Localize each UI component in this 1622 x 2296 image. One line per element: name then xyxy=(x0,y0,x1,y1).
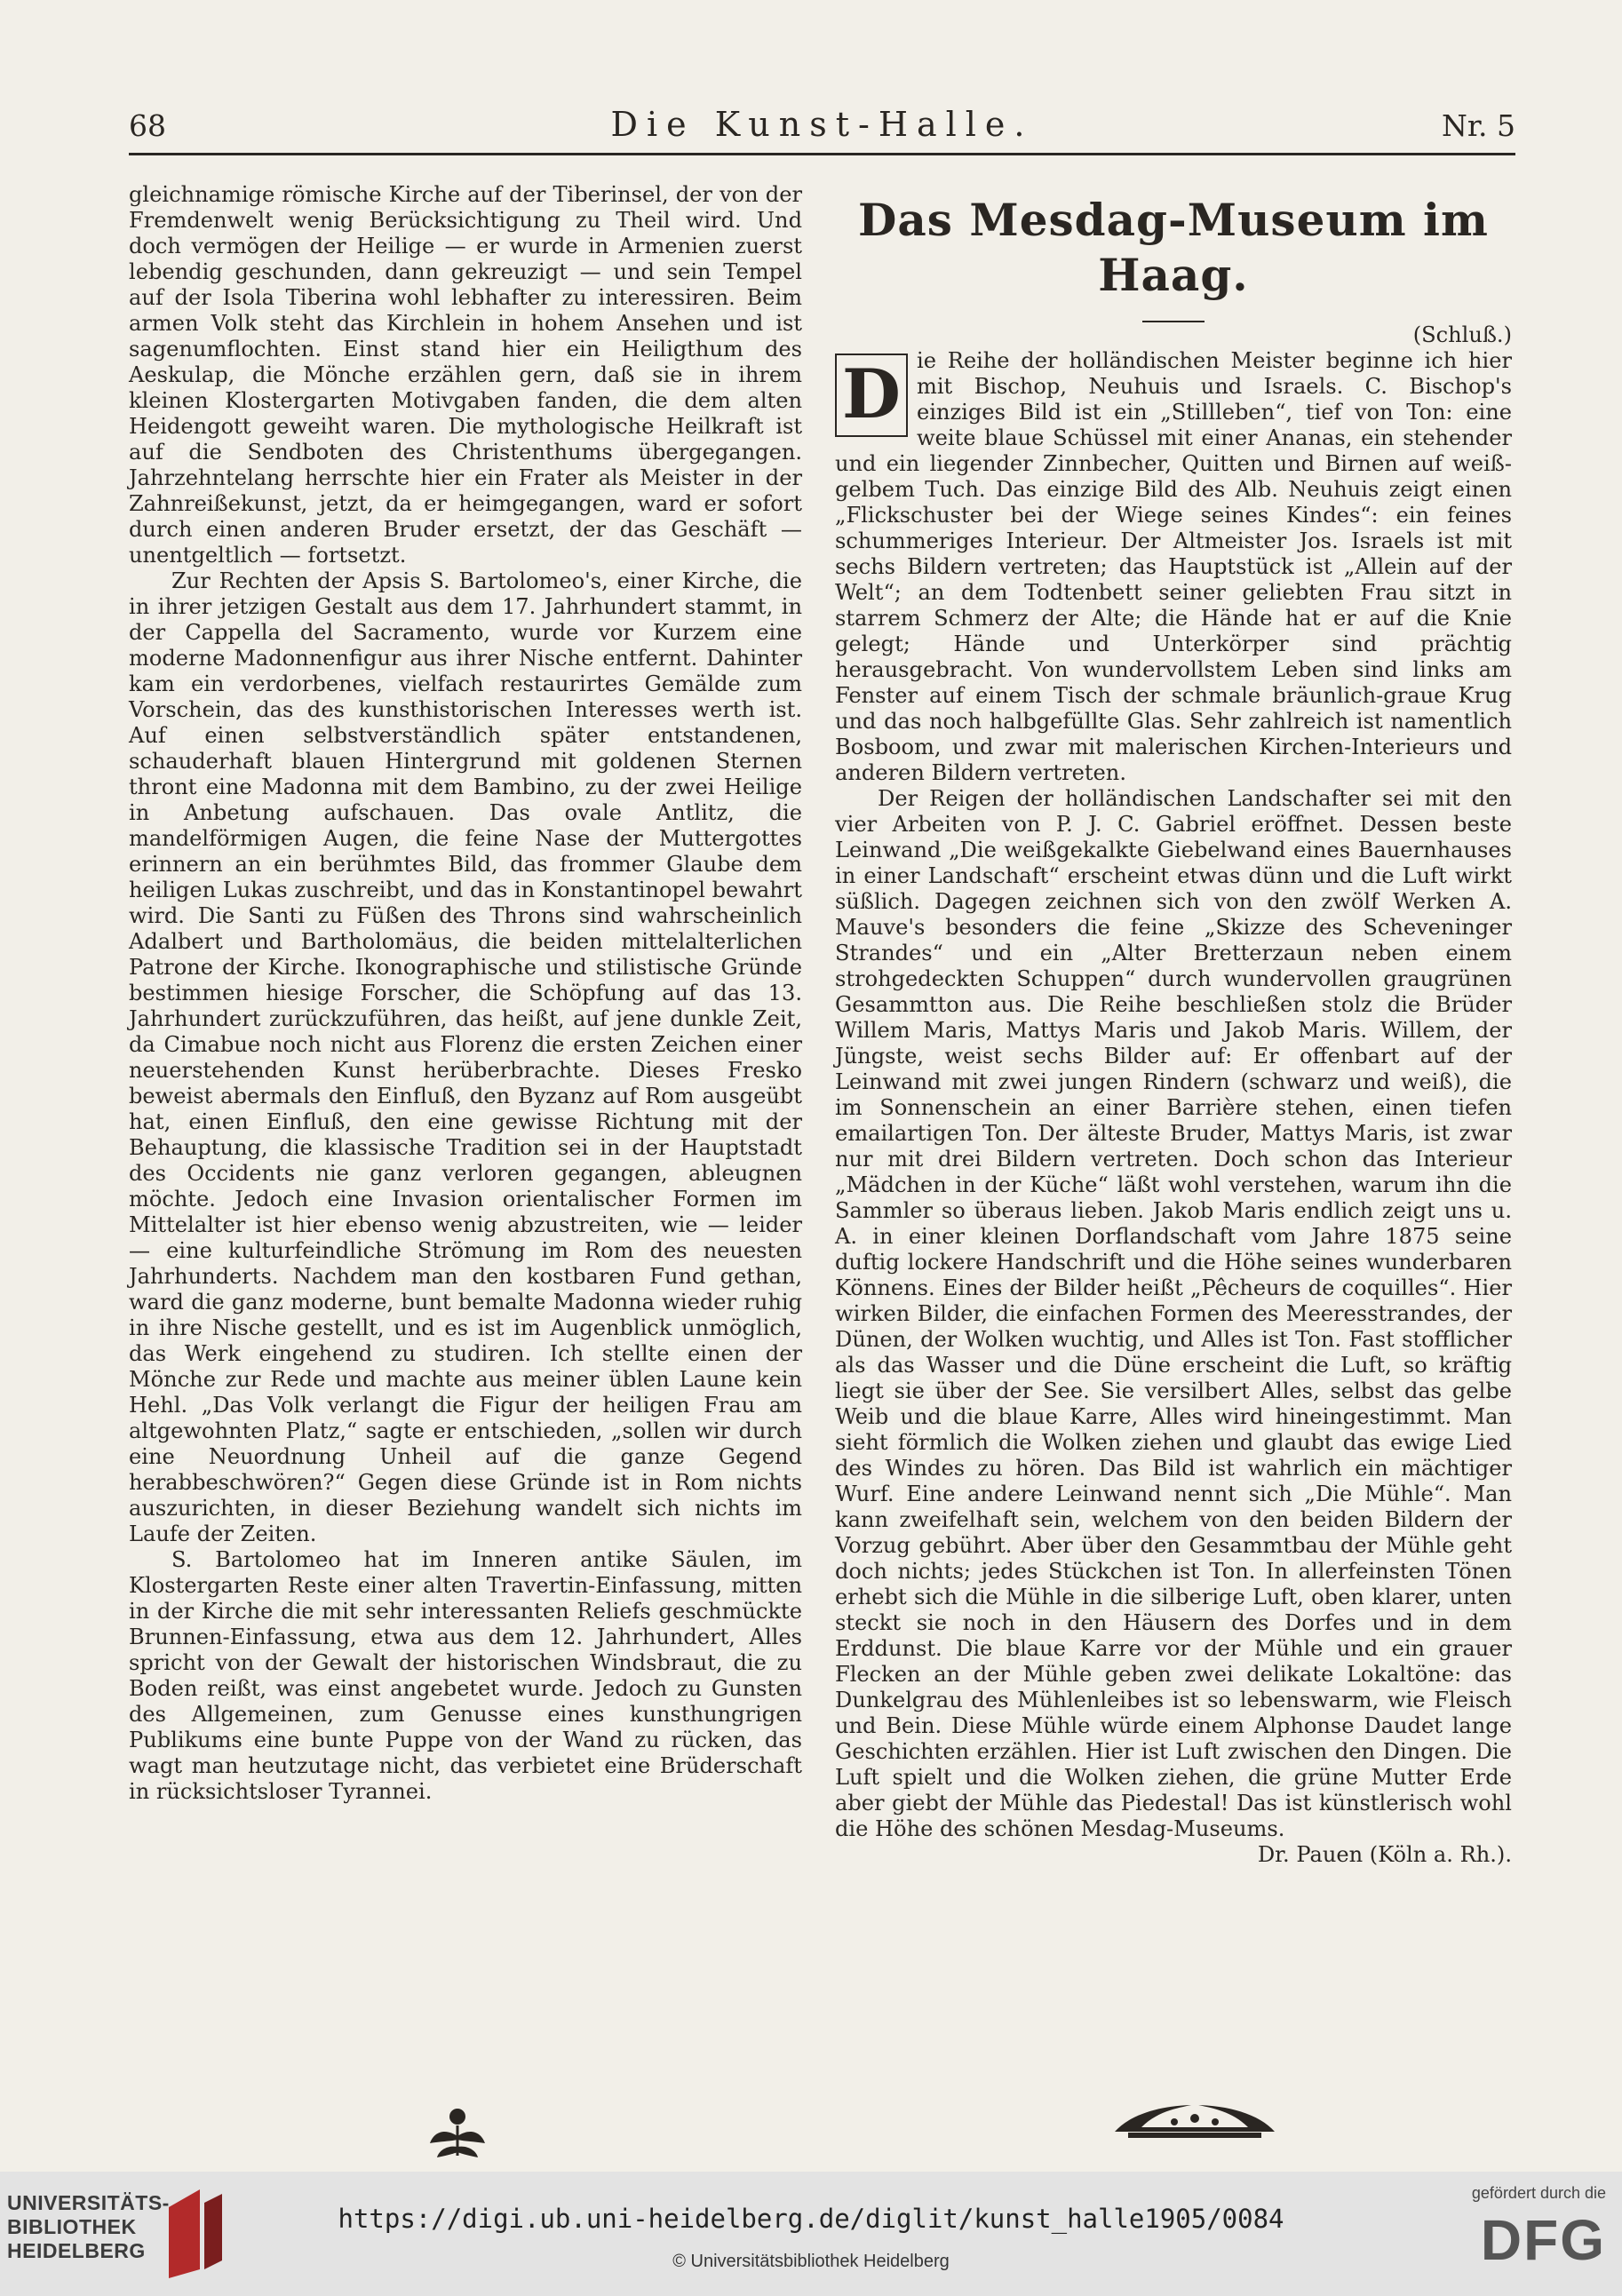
page-number: 68 xyxy=(129,108,166,143)
permalink-url[interactable]: https://digi.ub.uni-heidelberg.de/diglit/kunst_halle1905/0084 xyxy=(338,2204,1284,2234)
copyright-note: © Universitätsbibliothek Heidelberg xyxy=(672,2252,950,2271)
right-paragraph-1-text: ie Reihe der holländischen Meister beginne ich hier mit Bischop, Neuhuis und Israels. C. Bischop's einziges Bild ist ein „Stillleben“, tief von Ton: eine weite blaue Schüssel mit einer Ananas, ein stehender und ein liegender Zinnbecher, Quitten und Birnen auf weiß-gelbem Tuch. Das einzige Bild des Alb. Neuhuis zeigt einen „Flickschuster bei der Wiege seines Kindes“: ein feines schummeriges Interieur. Der Altmeister Jos. Israels ist mit sechs Bildern vertreten; das Hauptstück ist „Allein auf der Welt“; an dem Todtenbett seiner geliebten Frau sitzt in starrem Schmerz der Alte; die Hände hat er auf die Knie gelegt; Hände und Unterkörper sind prächtig herausgebracht. Von wundervollstem Leben sind links am Fenster auf einem Tisch der schmale bräunlich-graue Krug und das noch halbgefüllte Glas. Sehr zahlreich ist namentlich Bosboom, und zwar mit malerischen Kirchen-Interieurs und anderen Bildern vertreten. xyxy=(835,348,1512,785)
journal-title: Die Kunst-Halle. xyxy=(610,105,1034,144)
issue-number: Nr. 5 xyxy=(1442,108,1515,143)
left-paragraph-2: Zur Rechten der Apsis S. Bartolomeo's, einer Kirche, die in ihrer jetzigen Gestalt aus dem 17. Jahrhundert stammt, in der Cappella del Sacramento, wurde vor Kurzem eine moderne Madonnenfigur aus ihrer Nische entfernt. Dahinter kam ein verdorbenes, vielfach restaurirtes Gemälde zum Vorschein, das des kunsthistorischen Interesses werth ist. Auf einen selbstverständlich später entstandenen, schauderhaft blauen Hintergrund mit goldenen Sternen thront eine Madonna mit dem Bambino, zu der zwei Heilige in Anbetung aufschauen. Das ovale Antlitz, die mandelförmigen Augen, die feine Nase der Muttergottes erinnern an ein berühmtes Bild, das frommer Glaube dem heiligen Lukas zuschreibt, und das in Konstantinopel bewahrt wird. Die Santi zu Füßen des Throns sind wahrscheinlich Adalbert und Bartholomäus, die beiden mittelalterlichen Patrone der Kirche. Ikonographische und stilistische Gründe bestimmen hiesige Forscher, die Schöpfung auf das 13. Jahrhundert zurückzuführen, das heißt, auf jene dunkle Zeit, da Cimabue noch nicht aus Florenz die ersten Zeichen einer neuerstehenden Kunst herüberbrachte. Dieses Fresko beweist abermals den Einfluß, den Byzanz auf Rom ausgeübt hat, einen Einfluß, den eine gewisse Richtung mit der Behauptung, die klassische Tradition sei in der Hauptstadt des Occidents nie ganz verloren gegangen, ableugnen möchte. Jedoch eine Invasion orientalischer Formen im Mittelalter ist hier ebenso wenig abzustreiten, wie — leider — eine kulturfeindliche Strömung im Rom des neuesten Jahrhunderts. Nachdem man den kostbaren Fund gethan, ward die ganz moderne, bunt bemalte Madonna wieder ruhig in ihre Nische gestellt, und es ist im Augenblick unmöglich, das Werk eingehend zu studiren. Ich stellte einen der Mönche zur Rede und machte aus meiner üblen Laune kein Hehl. „Das Volk verlangt die Figur der heiligen Frau am altgewohnten Platz,“ sagte er entschieden, „sollen wir durch eine Neuordnung Unheil auf die ganze Gegend herabbeschwören?“ Gegen diese Gründe ist in Rom nichts auszurichten, in dieser Beziehung wandelt sich nichts im Laufe der Zeiten. xyxy=(129,568,802,1546)
drop-cap: D xyxy=(835,354,908,437)
right-paragraph-2: Der Reigen der holländischen Landschafter sei mit den vier Arbeiten von P. J. C. Gabriel eröffnet. Dessen beste Leinwand „Die weißgekalkte Giebelwand eines Bauernhauses in einer Landschaft“ erscheint etwas dünn und die Luft wirkt süßlich. Dagegen zeichnen sich von den zwölf Werken A. Mauve's besonders die feine „Skizze des Scheveninger Strandes“ und ein „Alter Bretterzaun neben einem strohgedeckten Schuppen“ durch wundervollen graugrünen Gesammtton aus. Die Reihe beschließen stolz die Brüder Willem Maris, Mattys Maris und Jakob Maris. Willem, der Jüngste, weist sechs Bilder auf: Er offenbart auf der Leinwand mit zwei jungen Rindern (schwarz und weiß), die im Sonnenschein an einer Barrière stehen, einen tiefen emailartigen Ton. Der älteste Bruder, Mattys Maris, ist zwar nur mit drei Bildern vertreten. Doch schon das Interieur „Mädchen in der Küche“ läßt wohl verstehen, warum ihn die Sammler so überaus lieben. Jakob Maris endlich zeigt uns u. A. in einer kleinen Dorflandschaft vom Jahre 1875 seine duftig lockere Handschrift und die Höhe seines wunderbaren Könnens. Eines der Bilder heißt „Pêcheurs de coquilles“. Hier wirken Bilder, die einfachen Formen des Meeresstrandes, der Dünen, der Wolken wuchtig, und Alles ist Ton. Fast stofflicher als das Wasser und die Düne erscheint die Luft, so kräftig liegt sie über der See. Sie versilbert Alles, selbst das gelbe Weib und die blaue Karre, Alles wird hineingestimmt. Man sieht förmlich die Wolken ziehen und glaubt das ewige Lied des Windes zu hören. Das Bild ist wahrlich ein mächtiger Wurf. Eine andere Leinwand nennt sich „Die Mühle“. Man kann zweifelhaft sein, welchem von den beiden Bildern der Vorzug gebührt. Aber über den Gesammtbau der Mühle geht doch nichts; jedes Stückchen ist Ton. In allerfeinsten Tönen erhebt sich die Mühle in die silberige Luft, oben klarer, unten steckt sie noch in den Häusern des Dorfes und in dem Erddunst. Die blaue Karre vor der Mühle und ein grauer Flecken an der Mühle geben zwei delikate Lokaltöne: das Dunkelgrau des Mühlenleibes ist so lebenswarm, wie Fleisch und Bein. Diese Mühle würde einem Alphonse Daudet lange Geschichten erzählen. Hier ist Luft zwischen den Dingen. Die Luft spielt und die Wolken ziehen, die grüne Mutter Erde aber giebt der Mühle das Piedestal! Das ist künstlerisch wohl die Höhe des schönen Mesdag-Museums. xyxy=(835,786,1512,1841)
left-paragraph-1: gleichnamige römische Kirche auf der Tiberinsel, der von der Fremdenwelt wenig Berücksichtigung zu Theil wird. Und doch vermögen der Heilige — er wurde in Armenien zuerst lebendig geschunden, dann gekreuzigt — und sein Tempel auf der Isola Tiberina wohl lebhafter zu interessiren. Beim armen Volk steht das Kirchlein in hohem Ansehen und ist sagenumflochten. Einst stand hier ein Heiligthum des Aeskulap, die Mönche erzählen gern, daß sie in ihrem kleinen Klostergarten Motivgaben fanden, die dem alten Heidengott geweiht waren. Die mythologische Heilkraft ist auf die Sendboten des Christenthums übergegangen. Jahrzehntelang herrschte hier ein Frater als Meister in der Zahnreißekunst, jetzt, da er heimgegangen, ward er sofort durch einen anderen Bruder ersetzt, der das Geschäft — unentgeltlich — fortsetzt. xyxy=(129,182,802,568)
library-name: UNIVERSITÄTS- BIBLIOTHEK HEIDELBERG xyxy=(7,2191,170,2262)
left-paragraph-3: S. Bartolomeo hat im Inneren antike Säulen, im Klostergarten Reste einer alten Travertin-Einfassung, mitten in der Kirche die mit sehr interessanten Reliefs geschmückte Brunnen-Einfassung, etwa aus dem 12. Jahrhundert, Alles spricht von der Gewalt der historischen Windsbraut, die zu Boden reißt, was einst angebetet wurde. Jedoch zu Gunsten des Allgemeinen, zum Genusse eines kunsthungrigen Publikums eine bunte Puppe von der Wand zu rücken, das wagt man heutzutage nicht, das verbietet eine Brüderschaft in rücksichtsloser Tyrannei. xyxy=(129,1547,802,1804)
running-header xyxy=(129,105,1515,158)
right-paragraph-1 xyxy=(835,348,1512,786)
right-column xyxy=(835,182,1512,1868)
floral-ornament-icon xyxy=(426,2101,489,2163)
footer-bar xyxy=(0,2172,1622,2296)
header-rule xyxy=(129,153,1515,155)
author-signature: Dr. Pauen (Köln a. Rh.). xyxy=(1257,1842,1512,1867)
continuation-note: (Schluß.) xyxy=(1412,322,1512,347)
article-title: Das Mesdag-Museum im Haag. xyxy=(858,194,1489,301)
funder-note: gefördert durch die xyxy=(1471,2184,1606,2202)
dfg-logo: DFG xyxy=(1480,2208,1606,2272)
vignette-ornament-icon xyxy=(1110,2092,1279,2141)
left-column xyxy=(129,182,802,1805)
